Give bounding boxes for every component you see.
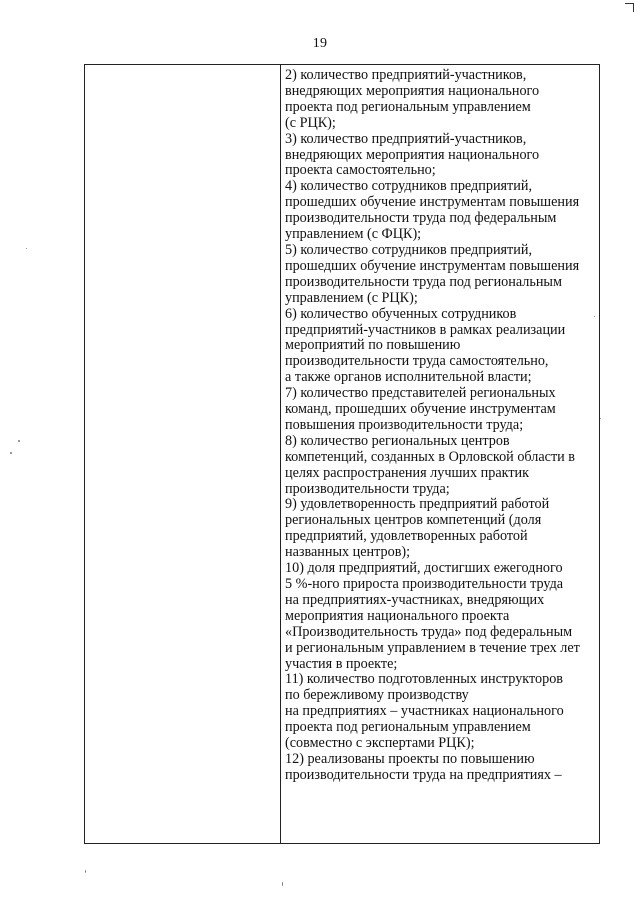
table-text-line: 10) доля предприятий, достигших ежегодного bbox=[285, 560, 563, 577]
table-text-line: производительности труда; bbox=[285, 480, 450, 497]
table-text-line: прошедших обучение инструментам повышения bbox=[285, 257, 580, 274]
table-text-line: целях распространения лучших практик bbox=[285, 464, 530, 481]
table-text-line: (совместно с экспертами РЦК); bbox=[285, 735, 475, 752]
table-text-line: региональных центров компетенций (доля bbox=[285, 512, 542, 529]
table-text-line: управлением (с РЦК); bbox=[285, 289, 418, 306]
table-text-line: 12) реализованы проекты по повышению bbox=[285, 750, 535, 767]
table-text-line: команд, прошедших обучение инструментам bbox=[285, 401, 556, 418]
table-text-line: участия в проекте; bbox=[285, 655, 398, 672]
table-text-line: проекта самостоятельно; bbox=[285, 162, 436, 179]
table-text-line: 8) количество региональных центров bbox=[285, 432, 510, 449]
scan-speck bbox=[26, 248, 27, 249]
table-text-line: 3) количество предприятий-участников, bbox=[285, 130, 527, 147]
table-text-line: предприятий, удовлетворенных работой bbox=[285, 528, 528, 545]
table-text-line: (с РЦК); bbox=[285, 114, 336, 131]
scan-speck bbox=[600, 418, 601, 419]
table-text-line: 2) количество предприятий-участников, bbox=[285, 67, 527, 83]
table-text-line: 9) удовлетворенность предприятий работой bbox=[285, 496, 550, 513]
table-text-line: проекта под региональным управлением bbox=[285, 719, 531, 736]
table-text-line: мероприятия национального проекта bbox=[285, 607, 510, 624]
table-text-line: управлением (с ФЦК); bbox=[285, 226, 422, 243]
page-number: 19 bbox=[312, 36, 328, 51]
scan-speck bbox=[18, 440, 20, 442]
table-text-line: производительности труда на предприятиях – bbox=[285, 766, 562, 783]
table-text-line: компетенций, созданных в Орловской области в bbox=[285, 448, 575, 465]
table-text-line: повышения производительности труда; bbox=[285, 416, 524, 433]
table-text-line: 5) количество сотрудников предприятий, bbox=[285, 241, 532, 258]
table-text-line: производительности труда под региональным bbox=[285, 273, 562, 290]
scan-speck bbox=[594, 316, 595, 317]
table-text-line: мероприятий по повышению bbox=[285, 337, 461, 354]
table-text-line: внедряющих мероприятия национального bbox=[285, 146, 540, 163]
indicators-table bbox=[84, 64, 600, 844]
table-text-line: на предприятиях-участниках, внедряющих bbox=[285, 591, 545, 608]
table-text-line: 7) количество представителей региональных bbox=[285, 385, 556, 402]
table-text-line: 11) количество подготовленных инструкторов bbox=[285, 671, 563, 688]
table-text-line: на предприятиях – участниках национального bbox=[285, 703, 564, 720]
table-text-line: названных центров); bbox=[285, 544, 411, 561]
scan-speck bbox=[10, 452, 12, 454]
table-text-line: внедряющих мероприятия национального bbox=[285, 82, 540, 99]
scan-speck bbox=[85, 870, 86, 873]
table-left-column bbox=[85, 65, 281, 843]
table-text-line: прошедших обучение инструментам повышения bbox=[285, 194, 580, 211]
table-text-line: производительности труда под федеральным bbox=[285, 210, 557, 227]
scan-speck bbox=[282, 882, 283, 886]
corner-crop-mark bbox=[625, 3, 634, 12]
table-text-line: предприятий-участников в рамках реализации bbox=[285, 321, 566, 338]
table-text-line: 6) количество обученных сотрудников bbox=[285, 305, 517, 322]
table-text-line: производительности труда самостоятельно, bbox=[285, 353, 549, 370]
table-text-line: 5 %-ного прироста производительности труда bbox=[285, 576, 564, 592]
table-text-line: а также органов исполнительной власти; bbox=[285, 369, 532, 386]
table-text-line: «Производительность труда» под федеральным bbox=[285, 623, 573, 640]
table-right-column bbox=[281, 65, 599, 843]
table-text-line: по бережливому производству bbox=[285, 687, 469, 704]
table-text-line: и региональным управлением в течение трех лет bbox=[285, 639, 580, 656]
table-text-line: проекта под региональным управлением bbox=[285, 98, 531, 115]
table-text-line: 4) количество сотрудников предприятий, bbox=[285, 178, 532, 195]
